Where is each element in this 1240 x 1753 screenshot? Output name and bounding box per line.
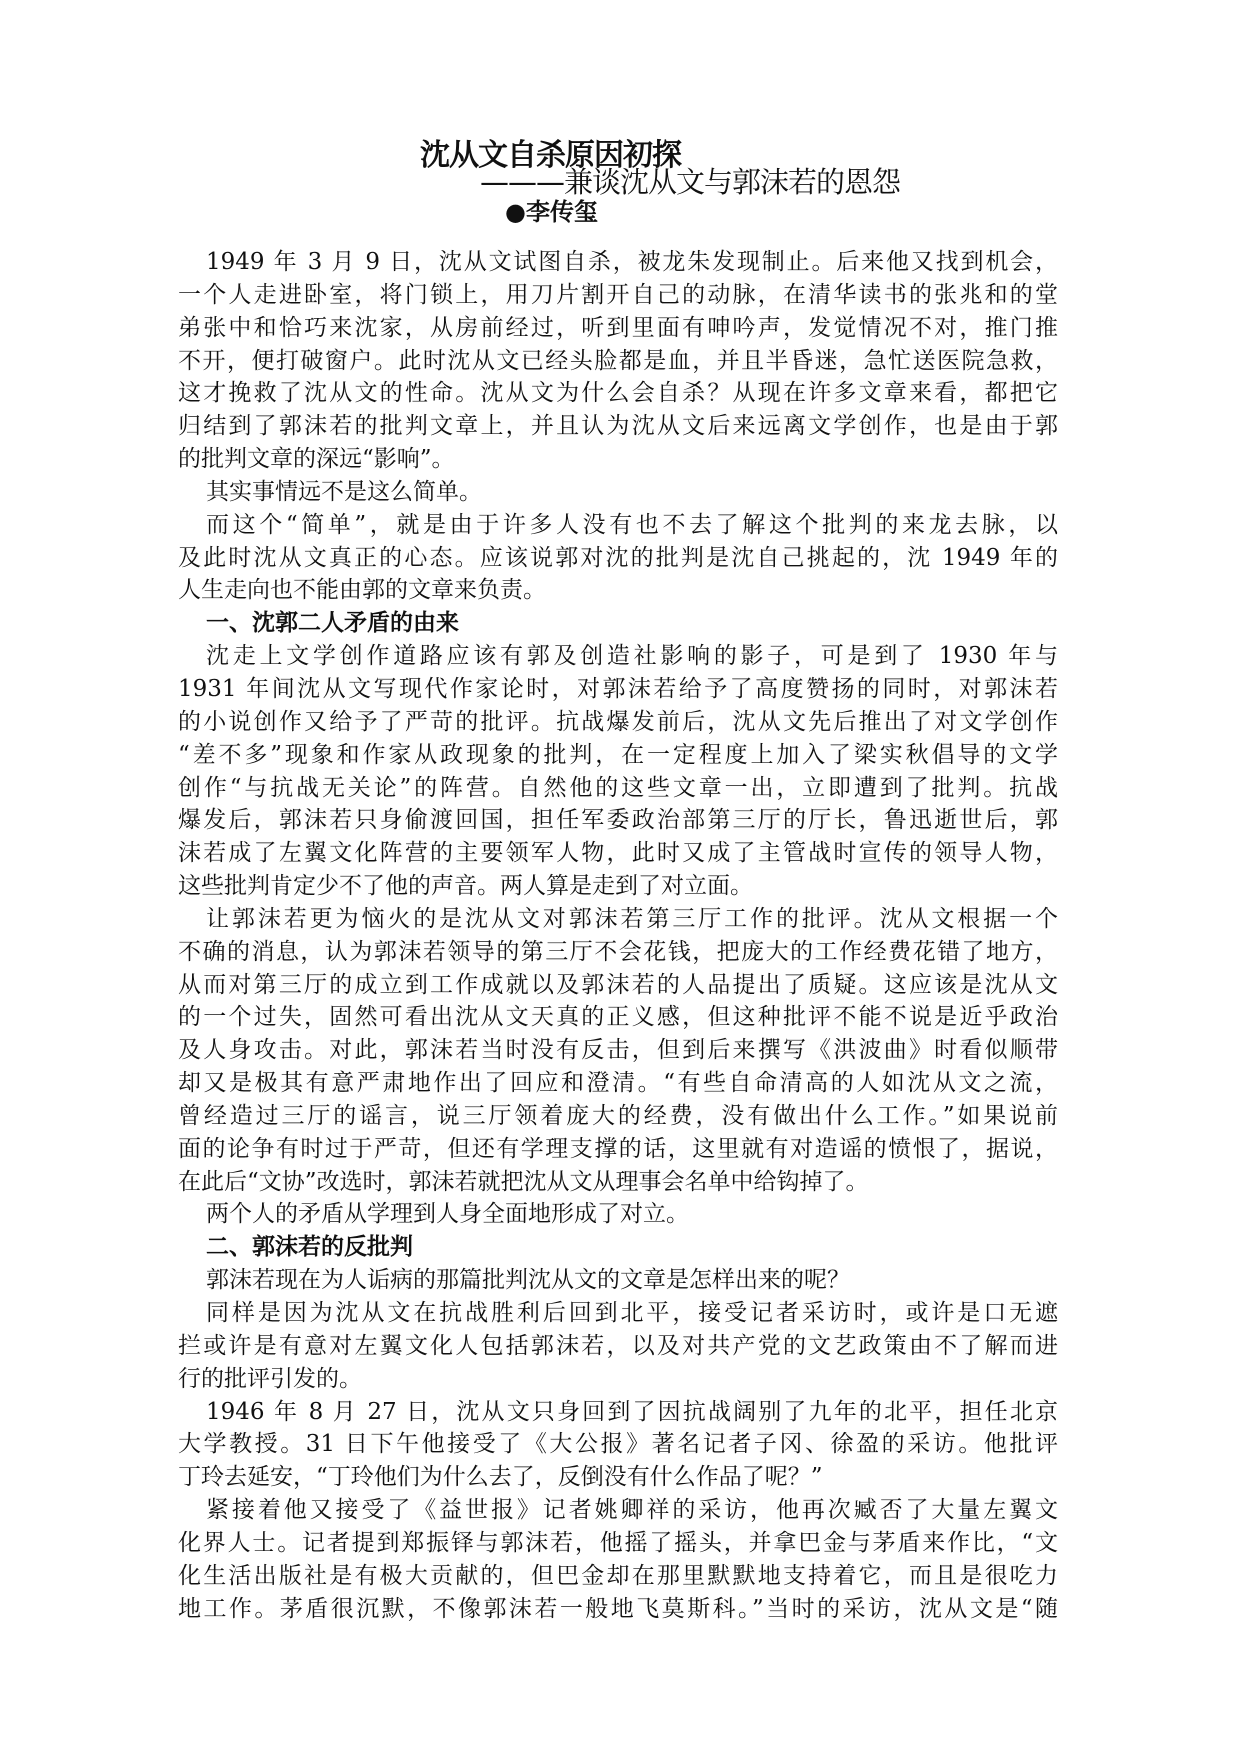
- text-line: 1946 年 8 月 27 日，沈从文只身回到了因抗战阔别了九年的北平，担任北京: [206, 1398, 1058, 1425]
- paragraph: [178, 476, 1058, 509]
- text-line: 同样是因为沈从文在抗战胜利后回到北平，接受记者采访时，或许是口无遮: [206, 1300, 1058, 1326]
- text-line: 在此后“文协”改选时，郭沫若就把沈从文从理事会名单中给钩掉了。: [178, 1168, 869, 1195]
- text-line: 一、沈郭二人矛盾的由来: [206, 610, 459, 637]
- text-line: 其实事情远不是这么简单。: [206, 478, 482, 505]
- text-line: 人生走向也不能由郭的文章来负责。: [178, 577, 546, 604]
- paragraph: [178, 1198, 1058, 1231]
- text-line: 爆发后，郭沫若只身偷渡回国，担任军委政治部第三厅的厅长，鲁迅逝世后，郭: [178, 807, 1058, 834]
- paragraph: [178, 246, 1058, 476]
- text-line: 这些批判肯定少不了他的声音。两人算是走到了对立面。: [178, 873, 753, 900]
- text-line: 1931 年间沈从文写现代作家论时，对郭沫若给予了高度赞扬的同时，对郭沫若: [178, 675, 1058, 702]
- article-body: [178, 246, 1058, 1625]
- paragraph: [178, 903, 1058, 1199]
- article-title: 沈从文自杀原因初探: [420, 138, 681, 173]
- text-line: 行的批评引发的。: [178, 1365, 362, 1392]
- text-line: 让郭沫若更为恼火的是沈从文对郭沫若第三厅工作的批评。沈从文根据一个: [206, 905, 1058, 932]
- text-line: 二、郭沫若的反批判: [206, 1234, 413, 1261]
- text-line: 却又是极其有意严肃地作出了回应和澄清。“有些自命清高的人如沈从文之流，: [178, 1070, 1058, 1097]
- section-heading: [178, 1231, 1058, 1264]
- text-line: 弟张中和恰巧来沈家，从房前经过，听到里面有呻吟声，发觉情况不对，推门推: [178, 314, 1058, 341]
- text-line: 这才挽救了沈从文的性命。沈从文为什么会自杀？从现在许多文章来看，都把它: [178, 380, 1058, 407]
- text-line: 郭沫若现在为人诟病的那篇批判沈从文的文章是怎样出来的呢？: [206, 1267, 850, 1294]
- paragraph: [178, 1396, 1058, 1495]
- text-line: 沫若成了左翼文化阵营的主要领军人物，此时又成了主管战时宣传的领导人物，: [178, 840, 1058, 867]
- text-line: 及此时沈从文真正的心态。应该说郭对沈的批判是沈自己挑起的，沈 1949 年的: [178, 544, 1058, 571]
- text-line: 紧接着他又接受了《益世报》记者姚卿祥的采访，他再次臧否了大量左翼文: [206, 1497, 1058, 1524]
- text-line: 创作“与抗战无关论”的阵营。自然他的这些文章一出，立即遭到了批判。抗战: [178, 774, 1058, 801]
- text-line: 不确的消息，认为郭沫若领导的第三厅不会花钱，把庞大的工作经费花错了地方，: [178, 938, 1058, 965]
- text-line: 丁玲去延安，“丁玲他们为什么去了，反倒没有什么作品了呢？”: [178, 1464, 823, 1491]
- paragraph: [178, 1297, 1058, 1396]
- text-line: 曾经造过三厅的谣言，说三厅领着庞大的经费，没有做出什么工作。”如果说前: [178, 1102, 1058, 1129]
- text-line: 化生活出版社是有极大贡献的，但巴金却在那里默默地支持着它，而且是很吃力: [178, 1562, 1058, 1589]
- text-line: 沈走上文学创作道路应该有郭及创造社影响的影子，可是到了 1930 年与: [206, 643, 1058, 670]
- text-line: 两个人的矛盾从学理到人身全面地形成了对立。: [206, 1201, 689, 1228]
- text-line: 的一个过失，固然可看出沈从文天真的正义感，但这种批评不能不说是近乎政治: [178, 1004, 1058, 1031]
- paragraph: [178, 509, 1058, 608]
- text-line: 地工作。茅盾很沉默，不像郭沫若一般地飞莫斯科。”当时的采访，沈从文是“随: [178, 1595, 1058, 1622]
- text-line: “差不多”现象和作家从政现象的批判，在一定程度上加入了梁实秋倡导的文学: [178, 741, 1058, 768]
- text-line: 的批判文章的深远“影响”。: [178, 446, 455, 473]
- text-line: 1949 年 3 月 9 日，沈从文试图自杀，被龙朱发现制止。后来他又找到机会，: [206, 249, 1058, 275]
- text-line: 拦或许是有意对左翼文化人包括郭沫若，以及对共产党的文艺政策由不了解而进: [178, 1332, 1058, 1359]
- text-line: 而这个“简单”，就是由于许多人没有也不去了解这个批判的来龙去脉，以: [206, 511, 1058, 538]
- text-line: 面的论争有时过于严苛，但还有学理支撑的话，这里就有对造谣的愤恨了，据说，: [178, 1135, 1058, 1162]
- article-author: ●李传玺: [505, 198, 598, 226]
- article-subtitle: ———兼谈沈从文与郭沫若的恩怨: [480, 165, 901, 199]
- text-line: 一个人走进卧室，将门锁上，用刀片割开自己的动脉，在清华读书的张兆和的堂: [178, 281, 1058, 308]
- paragraph: [178, 640, 1058, 903]
- text-line: 及人身攻击。对此，郭沫若当时没有反击，但到后来撰写《洪波曲》时看似顺带: [178, 1037, 1058, 1064]
- text-line: 大学教授。31 日下午他接受了《大公报》著名记者子冈、徐盈的采访。他批评: [178, 1431, 1058, 1458]
- text-line: 归结到了郭沫若的批判文章上，并且认为沈从文后来远离文学创作，也是由于郭: [178, 413, 1058, 440]
- paragraph: [178, 1264, 1058, 1297]
- text-line: 化界人士。记者提到郑振铎与郭沫若，他摇了摇头，并拿巴金与茅盾来作比，“文: [178, 1529, 1058, 1556]
- text-line: 的小说创作又给予了严苛的批评。抗战爆发前后，沈从文先后推出了对文学创作: [178, 708, 1058, 735]
- paragraph: [178, 1494, 1058, 1625]
- section-heading: [178, 607, 1058, 640]
- text-line: 从而对第三厅的成立到工作成就以及郭沫若的人品提出了质疑。这应该是沈从文: [178, 971, 1058, 998]
- text-line: 不开，便打破窗户。此时沈从文已经头脸都是血，并且半昏迷，急忙送医院急救，: [178, 347, 1058, 374]
